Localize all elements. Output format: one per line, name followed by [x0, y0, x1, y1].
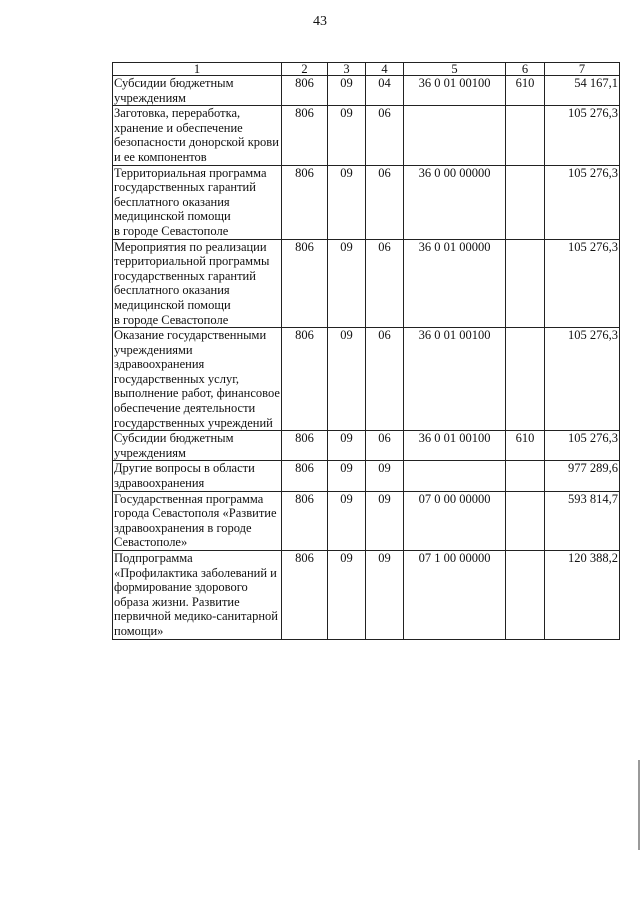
row-subsection-code: 06	[366, 165, 404, 239]
row-expense-type: 610	[506, 431, 545, 461]
row-amount: 120 388,2	[545, 551, 620, 640]
table-row	[113, 239, 620, 328]
row-expense-type	[506, 491, 545, 550]
table-row	[113, 165, 620, 239]
row-subsection-code: 04	[366, 76, 404, 106]
column-header: 6	[506, 63, 545, 76]
row-section-code: 09	[328, 76, 366, 106]
row-expense-type	[506, 239, 545, 328]
row-ministry-code: 806	[282, 165, 328, 239]
row-section-code: 09	[328, 431, 366, 461]
row-name: Субсидии бюджетным учреждениям	[113, 431, 282, 461]
row-subsection-code: 09	[366, 551, 404, 640]
table-row	[113, 76, 620, 106]
row-ministry-code: 806	[282, 76, 328, 106]
row-ministry-code: 806	[282, 461, 328, 491]
row-name: Подпрограмма «Профилактика заболеваний и формирование здорового образа жизни. Развитие первичной медико-санитарной помощи»	[113, 551, 282, 640]
row-target-article: 07 1 00 00000	[404, 551, 506, 640]
row-expense-type	[506, 551, 545, 640]
row-expense-type: 610	[506, 76, 545, 106]
row-target-article: 36 0 01 00100	[404, 431, 506, 461]
table-row	[113, 551, 620, 640]
row-subsection-code: 09	[366, 491, 404, 550]
row-name: Мероприятия по реализации территориальной программы государственных гарантий бесплатного оказания медицинской помощи в городе Севастополе	[113, 239, 282, 328]
row-section-code: 09	[328, 491, 366, 550]
row-expense-type	[506, 165, 545, 239]
row-section-code: 09	[328, 106, 366, 165]
row-ministry-code: 806	[282, 239, 328, 328]
row-ministry-code: 806	[282, 328, 328, 431]
row-amount: 105 276,3	[545, 165, 620, 239]
row-name: Другие вопросы в области здравоохранения	[113, 461, 282, 491]
row-amount: 977 289,6	[545, 461, 620, 491]
row-expense-type	[506, 106, 545, 165]
budget-table	[112, 62, 620, 640]
column-header: 3	[328, 63, 366, 76]
column-header: 7	[545, 63, 620, 76]
table-row	[113, 106, 620, 165]
row-amount: 593 814,7	[545, 491, 620, 550]
row-amount: 105 276,3	[545, 106, 620, 165]
row-name: Территориальная программа государственных гарантий бесплатного оказания медицинской помощи в городе Севастополе	[113, 165, 282, 239]
table-row	[113, 431, 620, 461]
column-header: 2	[282, 63, 328, 76]
row-ministry-code: 806	[282, 491, 328, 550]
row-subsection-code: 09	[366, 461, 404, 491]
row-ministry-code: 806	[282, 106, 328, 165]
row-amount: 105 276,3	[545, 239, 620, 328]
column-header: 4	[366, 63, 404, 76]
row-name: Оказание государственными учреждениями здравоохранения государственных услуг, выполнение работ, финансовое обеспечение деятельности государственных учреждений	[114, 328, 280, 430]
row-ministry-code: 806	[282, 431, 328, 461]
column-header: 5	[404, 63, 506, 76]
row-expense-type	[506, 328, 545, 431]
row-expense-type	[506, 461, 545, 491]
column-header: 1	[113, 63, 282, 76]
row-section-code: 09	[328, 461, 366, 491]
row-target-article: 36 0 01 00100	[404, 328, 506, 431]
row-ministry-code: 806	[282, 551, 328, 640]
row-subsection-code: 06	[366, 239, 404, 328]
table-row	[113, 491, 620, 550]
row-amount: 105 276,3	[545, 431, 620, 461]
row-target-article: 36 0 00 00000	[404, 165, 506, 239]
row-subsection-code: 06	[366, 328, 404, 431]
row-target-article: 36 0 01 00100	[404, 76, 506, 106]
page-number: 43	[313, 14, 327, 29]
table-row	[113, 328, 620, 431]
table-row	[113, 461, 620, 491]
row-name: Заготовка, переработка, хранение и обеспечение безопасности донорской крови и ее компонентов	[113, 106, 282, 165]
row-target-article	[404, 461, 506, 491]
row-subsection-code: 06	[366, 106, 404, 165]
row-amount: 54 167,1	[545, 76, 620, 106]
row-amount: 105 276,3	[545, 328, 620, 431]
row-section-code: 09	[328, 551, 366, 640]
row-target-article	[404, 106, 506, 165]
row-section-code: 09	[328, 165, 366, 239]
row-target-article: 36 0 01 00000	[404, 239, 506, 328]
row-section-code: 09	[328, 239, 366, 328]
row-section-code: 09	[328, 328, 366, 431]
row-target-article: 07 0 00 00000	[404, 491, 506, 550]
row-name: Субсидии бюджетным учреждениям	[113, 76, 282, 106]
row-name: Государственная программа города Севастополя «Развитие здравоохранения в городе Севастополе»	[113, 491, 282, 550]
row-subsection-code: 06	[366, 431, 404, 461]
header-row	[113, 63, 620, 76]
